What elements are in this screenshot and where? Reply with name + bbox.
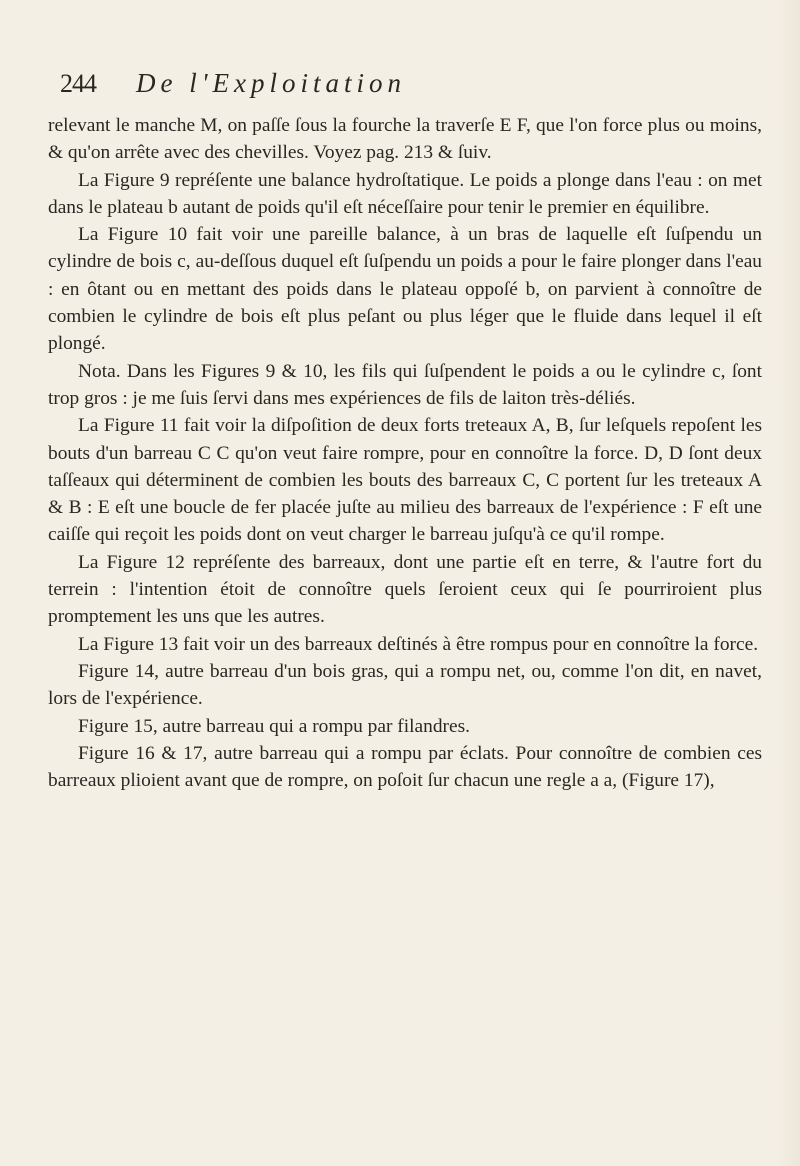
paragraph-figure-14: Figure 14, autre barreau d'un bois gras, qui a rompu net, ou, comme l'on dit, en navet, lors de l'expérience. bbox=[48, 660, 762, 710]
paragraph-figure-13: La Figure 13 fait voir un des barreaux deſtinés à être rompus pour en connoître la force. bbox=[78, 633, 759, 655]
body-text bbox=[48, 112, 762, 794]
page-edge-shading bbox=[776, 0, 800, 1166]
book-page bbox=[48, 68, 762, 1148]
paragraph-figure-9: La Figure 9 repréſente une balance hydroſtatique. Le poids a plonge dans l'eau : on met dans le plateau b autant de poids qu'il eſt néceſſaire pour tenir le premier en équilibre. bbox=[48, 169, 762, 218]
paragraph-nota: Nota. Dans les Figures 9 & 10, les fils qui ſuſpendent le poids a ou le cylindre c, ſont trop gros : je me ſuis ſervi dans mes expériences de fils de laiton très-déliés. bbox=[48, 360, 762, 409]
running-head bbox=[48, 68, 762, 108]
paragraph-figure-10: La Figure 10 fait voir une pareille balance, à un bras de laquelle eſt ſuſpendu un cylindre de bois c, au-deſſous duquel eſt ſuſpendu un poids a pour le faire plonger dans l'eau : en ôtant ou en mettant des poids dans le plateau oppoſé b, on parvient à connoître de combien le cylindre de bois eſt plus peſant ou plus léger que le fluide dans lequel il eſt plongé. bbox=[48, 224, 762, 355]
paragraph-continuation: relevant le manche M, on paſſe ſous la fourche la traverſe E F, que l'on force plus ou moins, & qu'on arrête avec des chevilles. Voyez pag. 213 & ſuiv. bbox=[48, 115, 762, 164]
paragraph-figure-15: Figure 15, autre barreau qui a rompu par filandres. bbox=[78, 715, 470, 737]
paragraph-figure-11: La Figure 11 fait voir la diſpoſition de deux forts treteaux A, B, ſur leſquels repoſent les bouts d'un barreau C C qu'on veut faire rompre, pour en connoître la force. D, D ſont deux taſſeaux qui déterminent de combien les bouts des barreaux C, C portent ſur les treteaux A & B : E eſt une boucle de fer placée juſte au milieu des barreaux de l'expérience : F eſt une caiſſe qui reçoit les poids dont on veut charger le barreau juſqu'à ce qu'il rompe. bbox=[48, 415, 762, 546]
running-title: De l'Exploitation bbox=[136, 68, 406, 98]
paragraph-figure-12: La Figure 12 repréſente des barreaux, dont une partie eſt en terre, & l'autre fort du terrein : l'intention étoit de connoître quels ſeroient ceux qui ſe pourriroient plus promptement les uns que les autres. bbox=[48, 551, 762, 628]
paragraph-figure-16-17: Figure 16 & 17, autre barreau qui a rompu par éclats. Pour connoître de combien ces barreaux plioient avant que de rompre, on poſoit ſur chacun une regle a a, (Figure 17), bbox=[48, 742, 762, 792]
page-number: 244 bbox=[60, 69, 96, 98]
